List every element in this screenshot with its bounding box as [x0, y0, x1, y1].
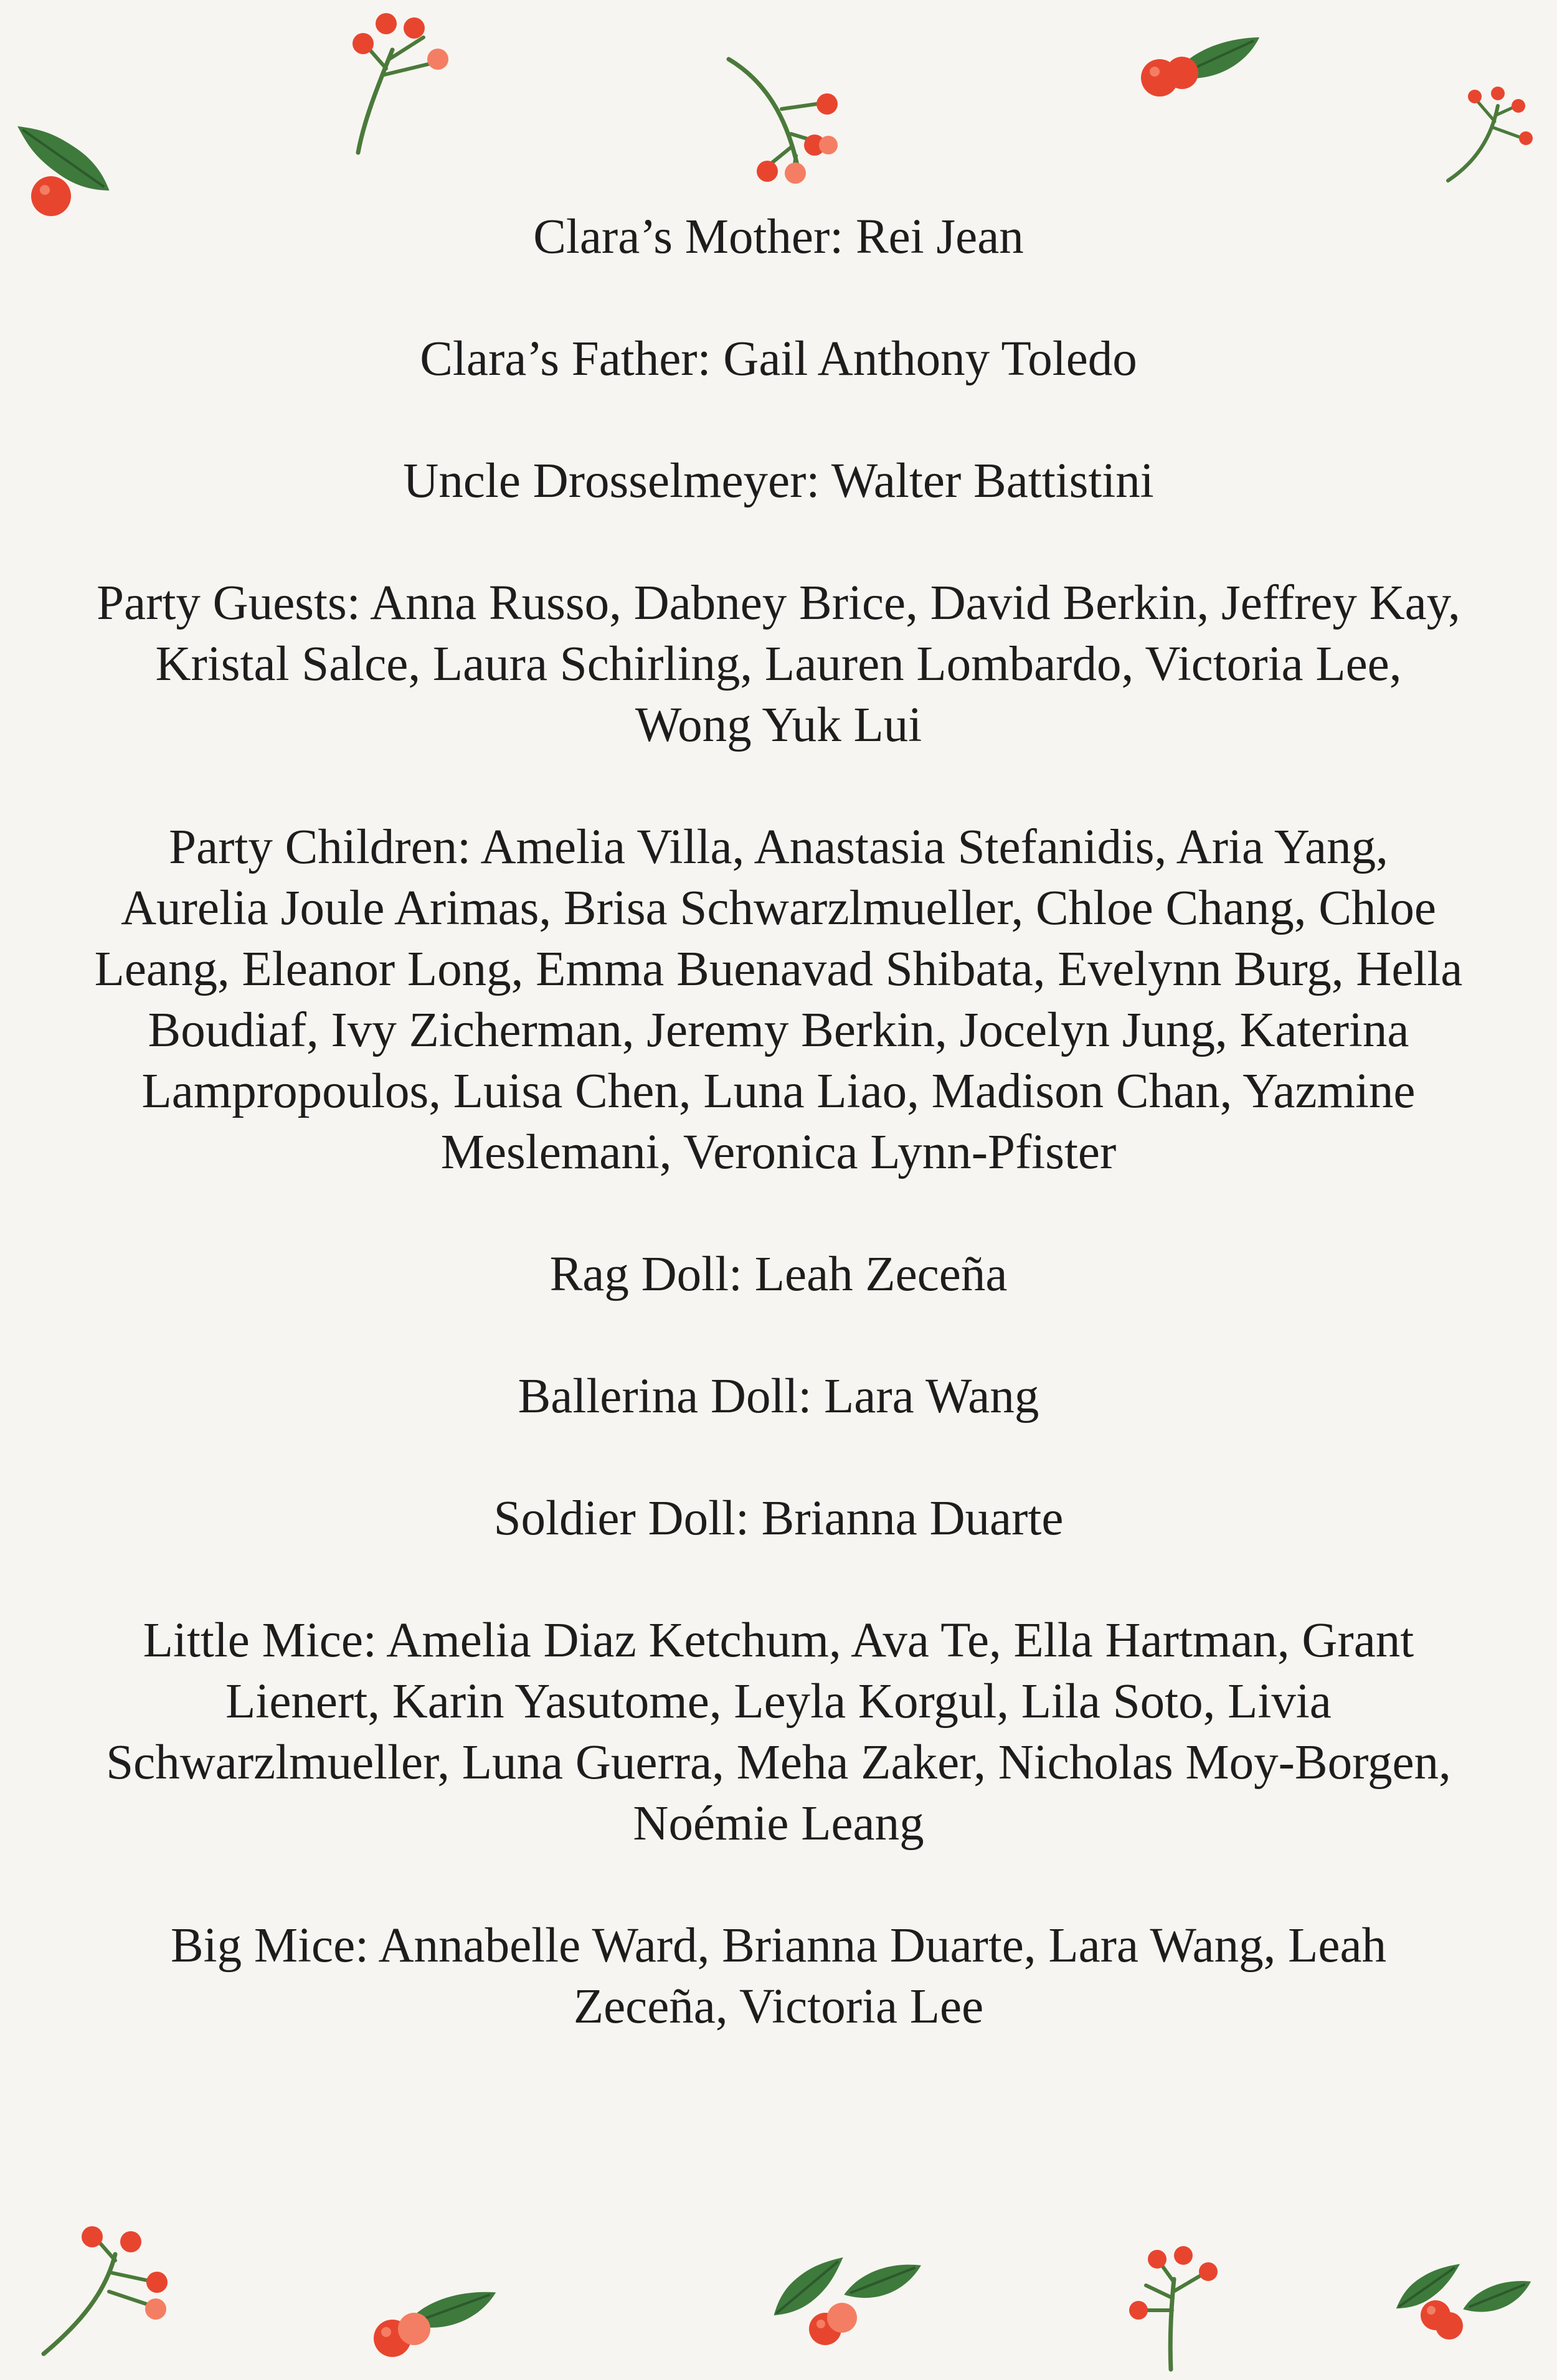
cast-entry-rag-doll: Rag Doll: Leah Zeceña [549, 1247, 1008, 1301]
cast-entry-claras-father: Clara’s Father: Gail Anthony Toledo [420, 332, 1137, 386]
berry-sprig-icon [37, 2223, 174, 2360]
cast-list [93, 207, 1464, 2099]
cast-entry-claras-mother: Clara’s Mother: Rei Jean [533, 210, 1024, 264]
cast-entry-ballerina-doll: Ballerina Doll: Lara Wang [518, 1369, 1039, 1424]
berry-sprig-icon [1439, 81, 1532, 187]
cast-entry-soldier-doll: Soldier Doll: Brianna Duarte [493, 1491, 1064, 1546]
holly-icon [25, 93, 112, 224]
cast-entry-uncle-drosselmeyer: Uncle Drosselmeyer: Walter Battistini [403, 454, 1154, 508]
holly-icon [772, 2236, 928, 2373]
berry-sprig-icon [722, 53, 847, 190]
holly-icon [367, 2276, 504, 2363]
holly-icon [1133, 28, 1271, 109]
cast-entry-big-mice: Big Mice: Annabelle Ward, Brianna Duarte, Lara Wang, Leah Zeceña, Victoria Lee [170, 1919, 1387, 2034]
cast-entry-party-guests: Party Guests: Anna Russo, Dabney Brice, David Berkin, Jeffrey Kay, Kristal Salce, Laura Schirling, Lauren Lombardo, Victoria Lee, Wong Yuk Lui [97, 576, 1460, 752]
holly-icon [1398, 2242, 1535, 2348]
berry-sprig-icon [327, 12, 464, 156]
cast-entry-party-children: Party Children: Amelia Villa, Anastasia Stefanidis, Aria Yang, Aurelia Joule Arimas, Brisa Schwarzlmueller, Chloe Chang, Chloe Leang, Eleanor Long, Emma Buenavad Shibata, Evelynn Burg, Hella Boudiaf, Ivy Zicherman, Jeremy Berkin, Jocelyn Jung, Katerina Lampropoulos, Luisa Chen, Luna Liao, Madison Chan, Yazmine Meslemani, Veronica Lynn-Pfister [94, 820, 1463, 1179]
cast-entry-little-mice: Little Mice: Amelia Diaz Ketchum, Ava Te, Ella Hartman, Grant Lienert, Karin Yasutome, Leyla Korgul, Lila Soto, Livia Schwarzlmueller, Luna Guerra, Meha Zaker, Nicholas Moy-Borgen, Noémie Leang [106, 1613, 1451, 1851]
berry-sprig-icon [1121, 2242, 1233, 2373]
